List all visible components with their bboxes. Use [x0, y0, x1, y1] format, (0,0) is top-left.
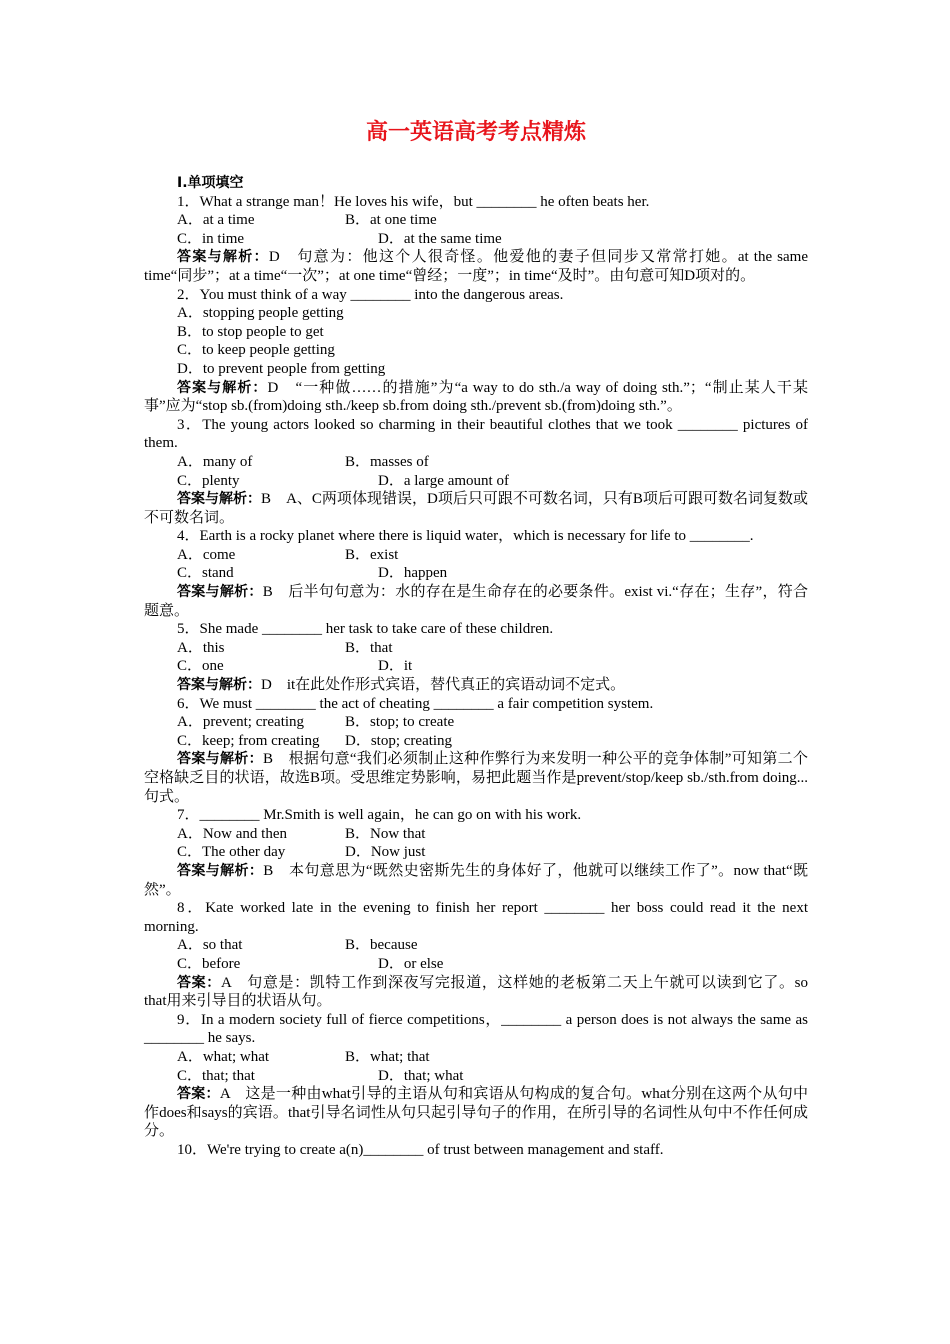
option: D．a large amount of	[378, 472, 509, 489]
option: D．to prevent people from getting	[177, 360, 386, 377]
question-stem: 1．What a strange man！He loves his wife，but ________ he often beats her.	[177, 193, 650, 210]
answer-label: 答案与解析：	[177, 491, 262, 508]
option-row	[144, 955, 808, 974]
option-row	[144, 360, 808, 379]
option-row	[144, 639, 808, 658]
option-row	[144, 341, 808, 360]
document-title: 高一英语高考考点精炼	[365, 120, 586, 145]
option: C．in time	[177, 230, 245, 247]
option-row	[144, 1067, 808, 1086]
answer-label: 答案：	[177, 1086, 220, 1103]
option: B．exist	[345, 546, 399, 563]
option: A．stopping people getting	[177, 305, 344, 322]
answer-label: 答案：	[177, 974, 221, 991]
answer-explanation	[144, 974, 812, 1011]
answer-text: B 根据句意“我们必须制止这种作弊行为来发明一种公平的竞争体制”可知第二个空格缺乏目的状语，故选B项。受思维定势影响，易把此题当作是prevent/stop/keep sb./sth.from doing...句式。	[144, 751, 808, 805]
answer-text: B 后半句句意为：水的存在是生命存在的必要条件。exist vi.“存在；生存”，符合题意。	[144, 584, 809, 619]
option-row	[144, 211, 808, 230]
answer-label: 答案与解析：	[177, 379, 268, 396]
option: C．to keep people getting	[177, 342, 335, 359]
option: D．Now just	[345, 844, 426, 861]
option: C．one	[177, 658, 224, 675]
option: A．this	[177, 639, 225, 656]
option: D．happen	[378, 565, 448, 582]
question-stem: 6．We must ________ the act of cheating ________ a fair competition system.	[177, 695, 654, 712]
option: B．to stop people to get	[177, 323, 324, 340]
question-list	[144, 193, 812, 1160]
document-page	[144, 118, 812, 1159]
answer-label: 答案与解析：	[177, 249, 269, 266]
answer-text: D it在此处作形式宾语，替代真正的宾语动词不定式。	[261, 677, 626, 694]
option: A．come	[177, 546, 236, 563]
answer-text: B 本句意思为“既然史密斯先生的身体好了，他就可以继续工作了”。now that“既然”。	[144, 862, 809, 898]
answer-explanation	[144, 676, 808, 695]
option: B．at one time	[345, 212, 437, 229]
option: C．keep; from creating	[177, 732, 320, 749]
question-stem: 5．She made ________ her task to take care of these children.	[177, 621, 554, 638]
option: C．before	[177, 955, 241, 972]
option: C．The other day	[177, 844, 286, 861]
option-row	[144, 657, 808, 676]
question-stem: 10．We're trying to create a(n)________ of trust between management and staff.	[177, 1141, 664, 1158]
option-row	[144, 564, 808, 583]
answer-explanation	[144, 862, 808, 899]
option: D．at the same time	[378, 230, 502, 247]
answer-text: D “一种做……的措施”为“a way to do sth./a way of doing sth.”；“制止某人干某事”应为“stop sb.(from)doing sth./keep sb.from doing sth./prevent sb.(from)doing sth.”。	[144, 379, 808, 415]
answer-explanation	[144, 490, 808, 527]
option: A．Now and then	[177, 825, 287, 842]
option: B．because	[345, 937, 418, 954]
answer-label: 答案与解析：	[177, 677, 261, 694]
option: B．what; that	[345, 1048, 430, 1065]
option-row	[144, 472, 808, 491]
option: C．plenty	[177, 472, 240, 489]
option-row	[144, 304, 808, 323]
question-stem: 7．________ Mr.Smith is well again，he can go on with his work.	[177, 807, 582, 824]
option-row	[144, 323, 808, 342]
question-stem: 3．The young actors looked so charming in their beautiful clothes that we took ________ pictures of them.	[144, 416, 812, 452]
question-stem: 9．In a modern society full of fierce competitions，________ a person does is not always the same as ________ he says.	[144, 1011, 812, 1047]
option: A．so that	[177, 937, 243, 954]
option: A．what; what	[177, 1048, 270, 1065]
answer-explanation	[144, 1085, 808, 1141]
answer-text: D 句意为：他这个人很奇怪。他爱他的妻子但同步又常常打她。at the same time“同步”；at a time“一次”；at one time“曾经；一度”；in time“及时”。由句意可知D项对的。	[144, 249, 812, 284]
option: D．stop; creating	[345, 732, 453, 749]
answer-label: 答案与解析：	[177, 862, 264, 879]
option: B．that	[345, 639, 393, 656]
option: C．stand	[177, 565, 234, 582]
option: D．it	[378, 658, 413, 675]
option: C．that; that	[177, 1067, 255, 1084]
option-row	[144, 936, 808, 955]
option: B．masses of	[345, 453, 429, 470]
section-heading: Ⅰ.单项填空	[177, 175, 244, 191]
question-stem: 4．Earth is a rocky planet where there is liquid water，which is necessary for life to ________.	[177, 528, 754, 545]
option-row	[144, 732, 808, 751]
answer-explanation	[144, 583, 808, 620]
answer-explanation	[144, 379, 808, 416]
option: A．prevent; creating	[177, 714, 305, 731]
question-stem: 2．You must think of a way ________ into the dangerous areas.	[177, 286, 564, 303]
answer-text: A 句意是：凯特工作到深夜写完报道，这样她的老板第二天上午就可以读到它了。so that用来引导目的状语从句。	[144, 974, 812, 1010]
option: B．Now that	[345, 825, 426, 842]
option: D．or else	[378, 955, 444, 972]
option-row	[144, 825, 808, 844]
option-row	[144, 546, 808, 565]
option: A．at a time	[177, 212, 255, 229]
option-row	[144, 230, 808, 249]
answer-explanation	[144, 750, 808, 806]
answer-explanation	[144, 248, 812, 285]
option: B．stop; to create	[345, 714, 455, 731]
question-stem: 8．Kate worked late in the evening to finish her report ________ her boss could read it the next morning.	[144, 900, 812, 935]
option: A．many of	[177, 453, 253, 470]
answer-label: 答案与解析：	[177, 584, 263, 601]
answer-text: B A、C两项体现错误，D项后只可跟不可数名词，只有B项后可跟可数名词复数或不可数名词。	[144, 491, 808, 526]
answer-label: 答案与解析：	[177, 751, 263, 768]
option-row	[144, 713, 808, 732]
option-row	[144, 843, 808, 862]
option: D．that; what	[378, 1067, 464, 1084]
answer-text: A 这是一种由what引导的主语从句和宾语从句构成的复合句。what分别在这两个从句中作does和says的宾语。that引导名词性从句只起引导句子的作用，在所引导的名词性从句中不作任何成分。	[144, 1086, 809, 1140]
option-row	[144, 453, 808, 472]
option-row	[144, 1048, 808, 1067]
